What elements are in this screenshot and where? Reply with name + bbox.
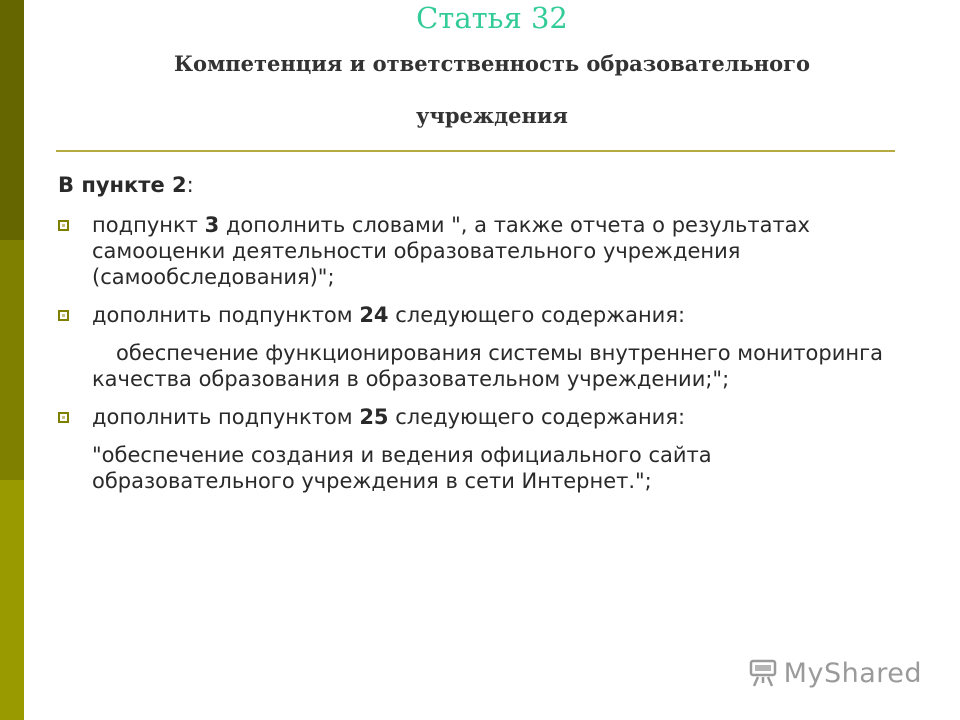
watermark [748,656,922,690]
slide-subtitle [24,38,960,142]
subtitle-line-2: учреждения [416,103,568,128]
slide-title: Статья 32 [416,1,568,35]
accent-bar-middle [0,240,24,480]
bullet-item-2 [58,302,908,328]
bullet-lead: дополнить подпунктом [92,405,360,429]
bullet-2-content: обеспечение функционирования системы внутреннего мониторинга качества образования в образовательном учреждении;"; [92,341,883,391]
accent-bar-bottom [0,480,24,720]
bullet-number: 25 [359,405,389,429]
bullet-text: следующего содержания: [388,303,686,327]
left-accent-bar [0,0,24,720]
subtitle-line-1: Компетенция и ответственность образовательного [173,51,811,76]
projector-icon [748,659,778,687]
intro-prefix: В пункте [58,173,173,197]
intro-suffix: : [186,173,194,197]
square-bullet-icon [58,310,69,321]
bullet-text: следующего содержания: [388,405,686,429]
bullet-number: 3 [204,213,220,237]
intro-line [58,172,908,198]
bullet-3-content: "обеспечение создания и ведения официального сайта образовательного учреждения в сети Интернет."; [92,443,712,493]
watermark-text: MyShared [783,657,922,689]
accent-bar-top [0,0,24,240]
intro-number: 2 [172,173,187,197]
bullet-lead: подпункт [92,213,205,237]
bullet-item-1 [58,212,908,290]
bullet-lead: дополнить подпунктом [92,303,360,327]
bullet-number: 24 [359,303,389,327]
slide-body [58,168,908,506]
bullet-item-3 [58,404,908,430]
square-bullet-icon [58,412,69,423]
title-divider [56,150,895,152]
square-bullet-icon [58,220,69,231]
bullet-text: дополнить словами ", а также отчета о результатах самооценки деятельности образовательного учреждения (самообследования)"; [92,213,810,289]
